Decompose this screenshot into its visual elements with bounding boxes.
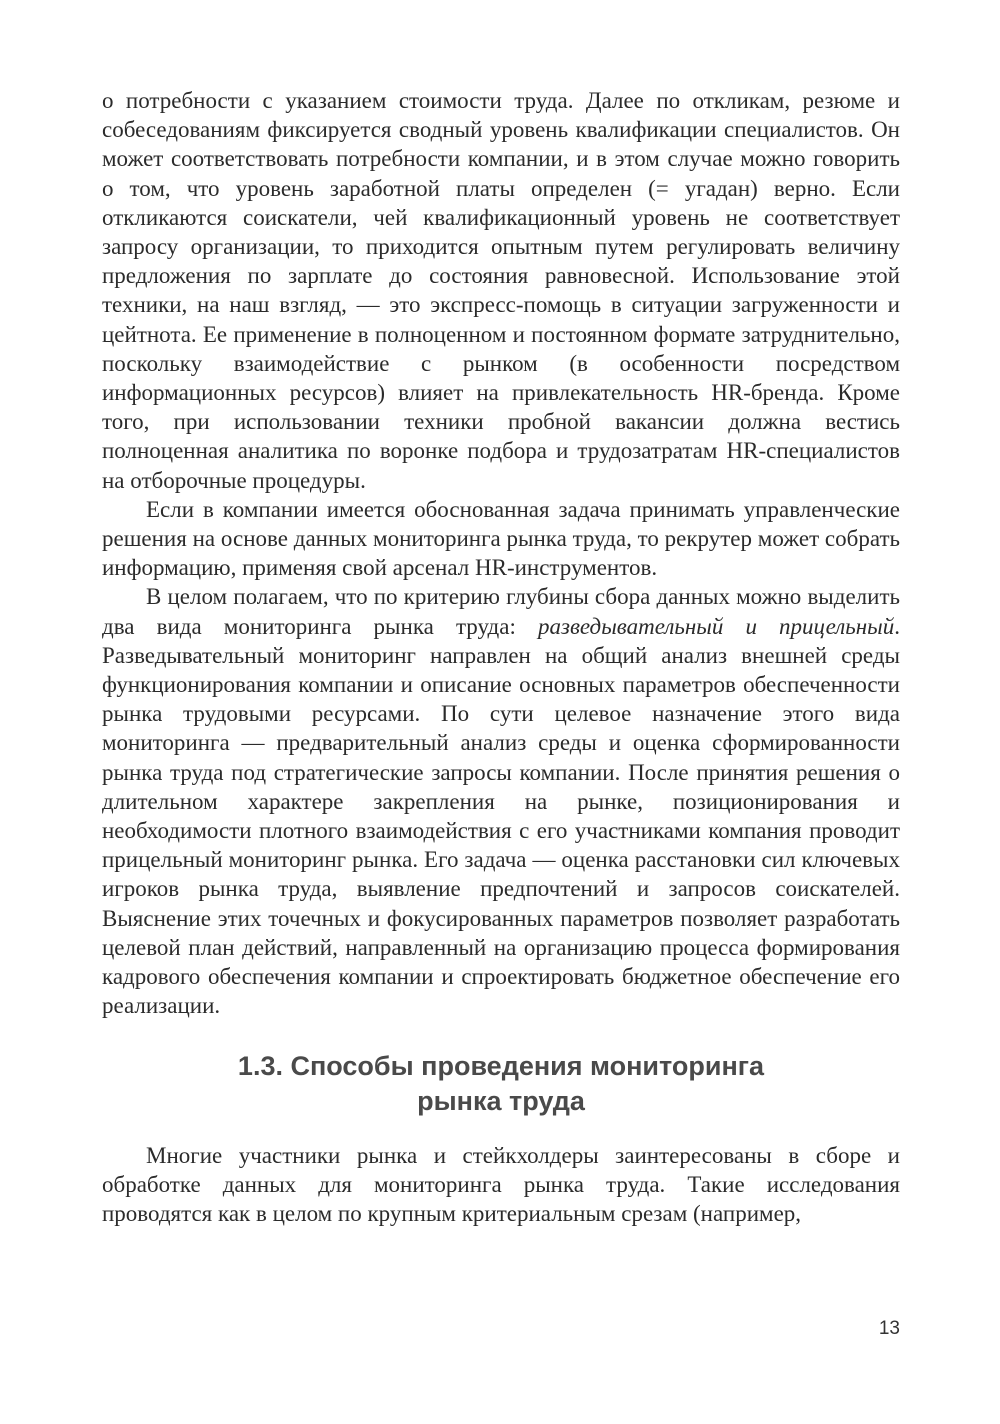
paragraph-3-italic: разведывательный и прицельный [537, 613, 895, 639]
page-number: 13 [878, 1318, 900, 1339]
paragraph-3 [102, 582, 900, 1020]
paragraph-4: Многие участники рынка и стейкхолдеры заинтересованы в сборе и обработке данных для мониторинга рынка труда. Такие исследования проводятся как в целом по крупным критериальным срезам (например, [102, 1142, 900, 1226]
section-heading-line-1: 1.3. Способы проведения мониторинга [237, 1050, 765, 1081]
section-heading-line-2: рынка труда [417, 1085, 585, 1116]
paragraph-3-end: . Разведывательный мониторинг направлен на общий анализ внешней среды функционирования компании и описание основных параметров обеспеченности рынка трудовыми ресурсами. По сути целевое назначение этого вида мониторинга — предварительный анализ среды и оценка сформированности рынка труда под стратегические запросы компании. После принятия решения о длительном характере закрепления на рынке, позиционирования и необходимости плотного взаимодействия с его участниками компания проводит прицельный мониторинг рынка. Его задача — оценка расстановки сил ключевых игроков рынка труда, выявление предпочтений и запросов соискателей. Выяснение этих точечных и фокусированных параметров позволяет разработать целевой план действий, направленный на организацию процесса формирования кадрового обеспечения компании и спроектировать бюджетное обеспечение его реализации. [102, 613, 900, 1019]
section-heading [102, 1049, 900, 1119]
paragraph-1: о потребности с указанием стоимости труда. Далее по откликам, резюме и собеседованиям фиксируется сводный уровень квалификации специалистов. Он может соответствовать потребности компании, и в этом случае можно говорить о том, что уровень заработной платы определен (= угадан) верно. Если откликаются соискатели, чей квалификационный уровень не соответствует запросу организации, то приходится опытным путем регулировать величину предложения по зарплате до состояния равновесной. Использование этой техники, на наш взгляд, — это экспресс-помощь в ситуации загруженности и цейтнота. Ее применение в полноценном и постоянном формате затруднительно, поскольку взаимодействие с рынком (в особенности посредством информационных ресурсов) влияет на привлекательность HR-бренда. Кроме того, при использовании техники пробной вакансии должна вестись полноценная аналитика по воронке подбора и трудозатратам HR-специалистов на отборочные процедуры. [102, 88, 900, 493]
page-body [102, 86, 900, 1228]
paragraph-3-start: В целом полагаем, что по критерию глубины сбора данных можно выделить два вида мониторинга рынка труда: [102, 584, 900, 639]
paragraph-2: Если в компании имеется обоснованная задача принимать управленческие решения на основе данных мониторинга рынка труда, то рекрутер может собрать информацию, применяя свой арсенал HR-инструментов. [102, 496, 900, 581]
